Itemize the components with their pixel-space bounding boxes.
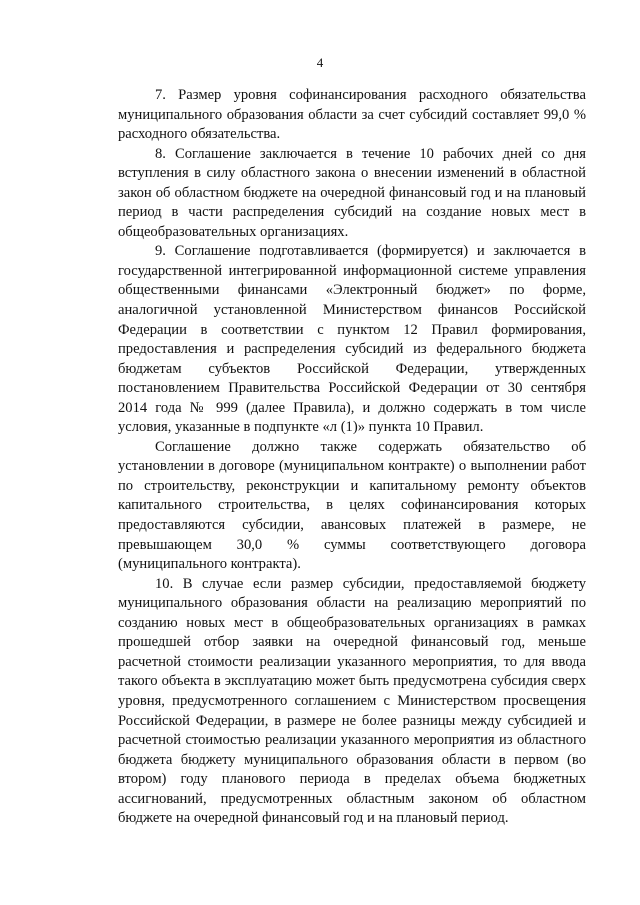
paragraph-9-continuation: Соглашение должно также содержать обязательство об установлении в договоре (муниципальном контракте) о выполнении работ по строительству, реконструкции и капитальному ремонту объектов капитального строительства, в целях софинансирования которых предоставляются субсидии, авансовых платежей в размере, не превышающем 30,0 % суммы соответствующего договора (муниципального контракта). (118, 438, 586, 573)
page-number: 4 (316, 55, 324, 70)
paragraph-10: 10. В случае если размер субсидии, предоставляемой бюджету муниципального образования области на реализацию мероприятий по созданию новых мест в общеобразовательных организациях в рамках прошедшей отбор заявки на очередной финансовый год, меньше расчетной стоимости реализации указанного мероприятия, то для ввода такого объекта в эксплуатацию может быть предусмотрена субсидия сверх уровня, предусмотренного соглашением с Министерством просвещения Российской Федерации, в размере не более разницы между субсидией и расчетной стоимостью реализации указанного мероприятия из областного бюджета бюджету муниципального образования области в первом (во втором) году планового периода в пределах объема бюджетных ассигнований, предусмотренных областным законом об областном бюджете на очередной финансовый год и на плановый период. (118, 575, 586, 827)
document-body (118, 86, 586, 829)
paragraph-8: 8. Соглашение заключается в течение 10 рабочих дней со дня вступления в силу областного закона о внесении изменений в областной закон об областном бюджете на очередной финансовый год и на плановый период в части распределения субсидий на создание новых мест в общеобразовательных организациях. (118, 145, 586, 240)
paragraph-7: 7. Размер уровня софинансирования расходного обязательства муниципального образования области за счет субсидий составляет 99,0 % расходного обязательства. (118, 87, 586, 143)
paragraph-9: 9. Соглашение подготавливается (формируется) и заключается в государственной интегрированной информационной системе управления общественными финансами «Электронный бюджет» по форме, аналогичной установленной Министерством финансов Российской Федерации в соответствии с пунктом 12 Правил формирования, предоставления и распределения субсидий из федерального бюджета бюджетам субъектов Российской Федерации, утвержденных постановлением Правительства Российской Федерации от 30 сентября 2014 года № 999 (далее Правила), и должно содержать в том числе условия, указанные в подпункте «л (1)» пункта 10 Правил. (118, 243, 586, 436)
